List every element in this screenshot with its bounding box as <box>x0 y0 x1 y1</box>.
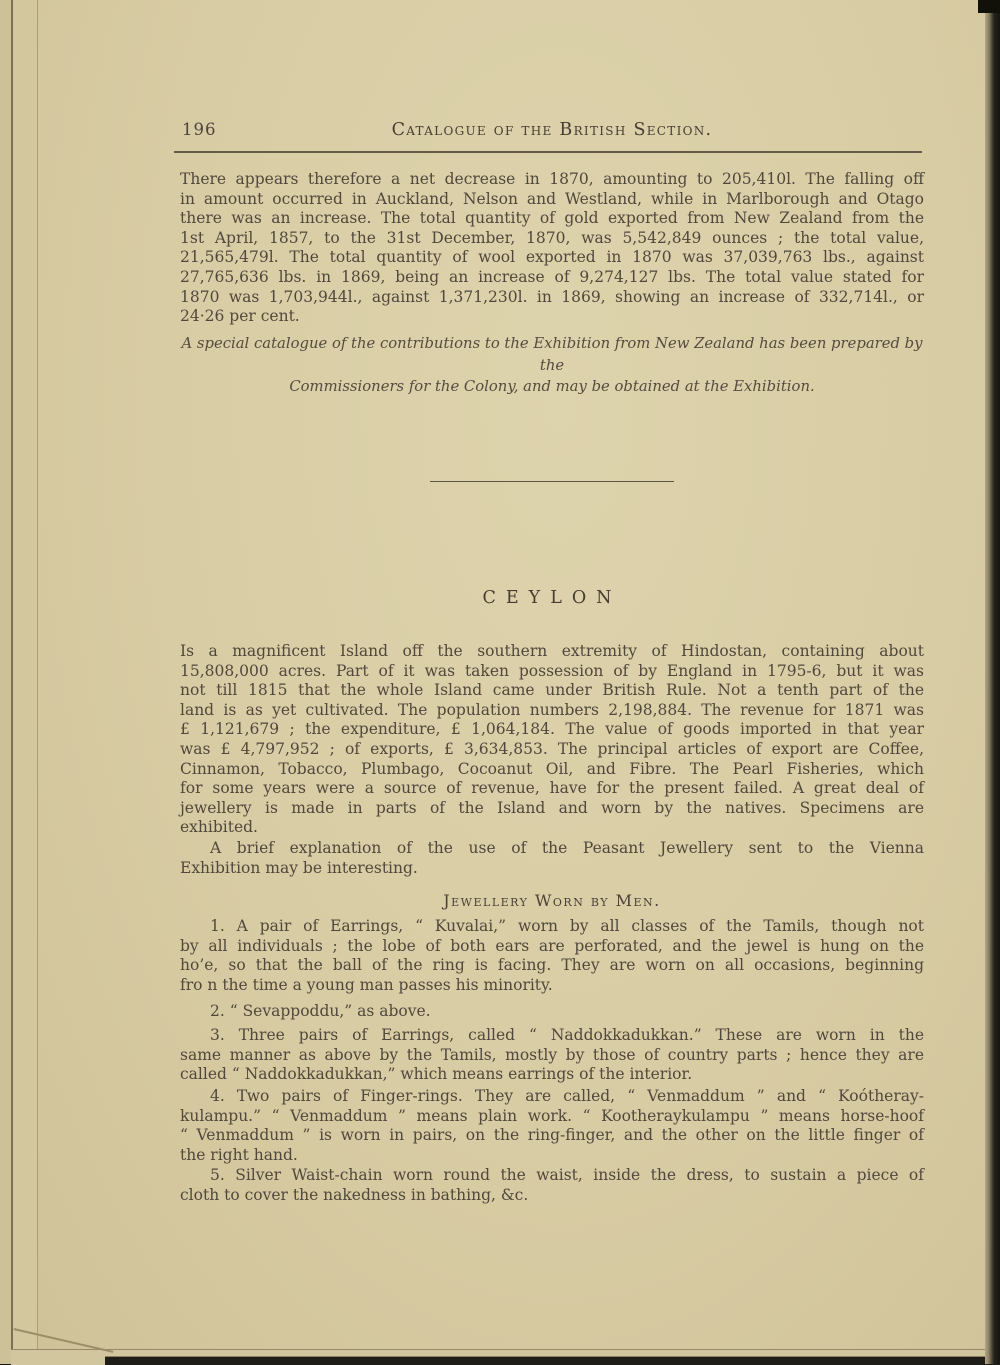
page-edge-left-inner <box>13 0 38 1364</box>
text-line: 1st April, 1857, to the 31st December, 1870, was 5,542,849 ounces ; the total value, <box>180 229 924 249</box>
page-number: 196 <box>182 120 217 139</box>
text-line: Cinnamon, Tobacco, Plumbago, Cocoanut Oil, and Fibre. The Pearl Fisheries, which <box>180 760 924 780</box>
section-divider-rule <box>430 481 674 482</box>
list-item-4-finger-rings <box>180 1087 924 1165</box>
text-line: was £ 4,797,952 ; of exports, £ 3,634,853. The principal articles of export are Coffee, <box>180 740 924 760</box>
text-line: A special catalogue of the contributions to the Exhibition from New Zealand has been prepared by the <box>180 333 924 376</box>
text-line: ho’e, so that the ball of the ring is facing. They are worn on all occasions, beginning <box>180 956 924 976</box>
text-line: 15,808,000 acres. Part of it was taken possession of by England in 1795-6, but it was <box>180 662 924 682</box>
text-line: 5. Silver Waist-chain worn round the waist, inside the dress, to sustain a piece of <box>180 1166 924 1186</box>
text-line: Is a magnificent Island off the southern extremity of Hindostan, containing about <box>180 642 924 662</box>
text-line: the right hand. <box>180 1146 924 1166</box>
text-line: not till 1815 that the whole Island came under British Rule. Not a tenth part of the <box>180 681 924 701</box>
list-item-2-sevappoddu <box>180 1002 924 1022</box>
text-line: there was an increase. The total quantity of gold exported from New Zealand from the <box>180 209 924 229</box>
text-line: in amount occurred in Auckland, Nelson and Westland, while in Marlborough and Otago <box>180 190 924 210</box>
text-line: 27,765,636 lbs. in 1869, being an increase of 9,274,127 lbs. The total value stated for <box>180 268 924 288</box>
text-line: land is as yet cultivated. The population numbers 2,198,884. The revenue for 1871 was <box>180 701 924 721</box>
book-page <box>38 0 986 1349</box>
text-line: 3. Three pairs of Earrings, called “ Naddokkadukkan.” These are worn in the <box>180 1026 924 1046</box>
text-line: 2. “ Sevappoddu,” as above. <box>180 1002 924 1022</box>
text-line: Commissioners for the Colony, and may be obtained at the Exhibition. <box>180 376 924 398</box>
text-line: by all individuals ; the lobe of both ears are perforated, and the jewel is hung on the <box>180 937 924 957</box>
paragraph-brief-explanation <box>180 839 924 878</box>
text-line: 4. Two pairs of Finger-rings. They are called, “ Venmaddum ” and “ Koótheray- <box>180 1087 924 1107</box>
text-line: A brief explanation of the use of the Peasant Jewellery sent to the Vienna <box>180 839 924 859</box>
text-line: same manner as above by the Tamils, mostly by those of country parts ; hence they are <box>180 1046 924 1066</box>
text-line: £ 1,121,679 ; the expenditure, £ 1,064,184. The value of goods imported in that year <box>180 720 924 740</box>
page-header <box>180 120 924 144</box>
page-edge-left-outer <box>0 0 13 1364</box>
paragraph-new-zealand-summary <box>180 170 924 327</box>
text-line: for some years were a source of revenue, have for the present failed. A great deal of <box>180 779 924 799</box>
text-line: jewellery is made in parts of the Island and worn by the natives. Specimens are <box>180 799 924 819</box>
list-item-1-earrings-kuvalai <box>180 917 924 995</box>
text-line: cloth to cover the nakedness in bathing, &c. <box>180 1186 924 1206</box>
running-title: Catalogue of the British Section. <box>180 120 924 140</box>
book-right-edge <box>985 0 1000 1364</box>
text-line: exhibited. <box>180 818 924 838</box>
paragraph-ceylon-intro <box>180 642 924 838</box>
text-line: 24·26 per cent. <box>180 307 924 327</box>
book-corner-notch <box>978 0 1000 13</box>
text-line: kulampu.” “ Venmaddum ” means plain work. “ Kootheraykulampu ” means horse-hoof <box>180 1107 924 1127</box>
paragraph-special-catalogue-note <box>180 333 924 398</box>
text-line: fro n the time a young man passes his minority. <box>180 976 924 996</box>
text-line: Exhibition may be interesting. <box>180 859 924 879</box>
list-item-5-silver-waist-chain <box>180 1166 924 1205</box>
list-item-3-naddokkadukkan <box>180 1026 924 1085</box>
text-line: 1870 was 1,703,944l., against 1,371,230l. in 1869, showing an increase of 332,714l., or <box>180 288 924 308</box>
text-line: 1. A pair of Earrings, “ Kuvalai,” worn by all classes of the Tamils, though not <box>180 917 924 937</box>
text-line: called “ Naddokkadukkan,” which means earrings of the interior. <box>180 1065 924 1085</box>
text-line: “ Venmaddum ” is worn in pairs, on the ring-finger, and the other on the little finger of <box>180 1126 924 1146</box>
text-line: 21,565,479l. The total quantity of wool exported in 1870 was 37,039,763 lbs., against <box>180 248 924 268</box>
section-heading-ceylon: CEYLON <box>180 588 924 608</box>
text-line: There appears therefore a net decrease in 1870, amounting to 205,410l. The falling off <box>180 170 924 190</box>
header-rule <box>174 151 922 153</box>
subheading-jewellery-worn-by-men: Jewellery Worn by Men. <box>180 891 924 910</box>
